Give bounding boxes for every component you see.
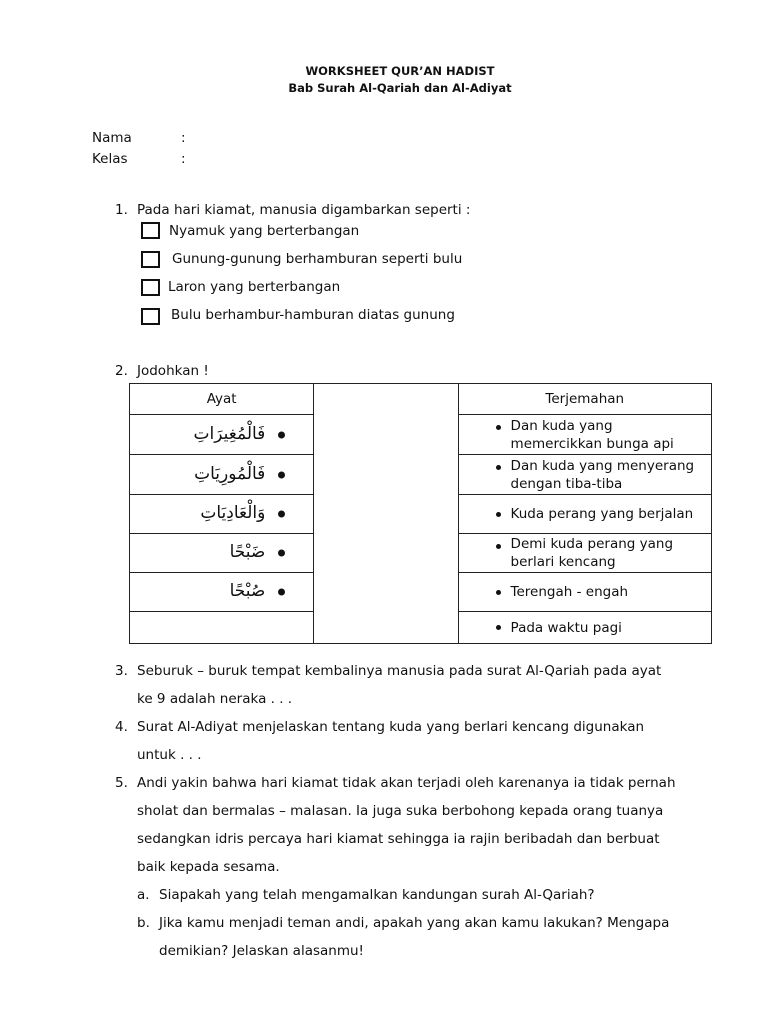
bullet-icon[interactable] [278,471,285,478]
bullet-icon[interactable] [278,431,285,438]
q5-b-label: b. [137,915,150,931]
q5-b-line-2: demikian? Jelaskan alasanmu! [159,943,364,959]
ayat-row [130,415,314,455]
q5-a-label: a. [137,887,150,903]
terjemahan-row [458,612,711,644]
q1-option-4: Bulu berhambur-hamburan diatas gunung [171,307,455,323]
terjemahan-line: memercikkan bunga api [510,435,674,452]
bullet-icon[interactable] [496,465,501,470]
kelas-colon: : [181,151,186,167]
ayat-header: Ayat [130,384,314,415]
q1-option-2: Gunung-gunung berhamburan seperti bulu [172,251,463,267]
bullet-icon[interactable] [496,425,501,430]
q5-a-text: Siapakah yang telah mengamalkan kandungan surah Al-Qariah? [159,887,595,903]
terjemahan-line: berlari kencang [510,554,616,570]
bullet-icon[interactable] [496,625,501,630]
ayat-row-empty [130,612,314,644]
q5-line-3: sedangkan idris percaya hari kiamat sehingga ia rajin beribadah dan berbuat [137,831,660,847]
terjemahan-row [458,573,711,612]
kelas-label: Kelas [92,151,128,167]
terjemahan-line: dengan tiba-tiba [510,475,623,492]
bullet-icon[interactable] [496,512,501,517]
matching-space [314,384,458,644]
ayat-text: فَالْمُغِيرَاتِ [193,423,266,444]
q5-line-1: Andi yakin bahwa hari kiamat tidak akan terjadi oleh karenanya ia tidak pernah [137,775,676,791]
ayat-row [130,573,314,612]
terjemahan-row [458,495,711,534]
q3-line-2: ke 9 adalah neraka . . . [137,691,293,707]
ayat-row [130,455,314,495]
ayat-text: ضَبْحًا [229,542,266,562]
terjemahan-row [458,455,711,495]
terjemahan-line: Dan kuda yang menyerang [510,457,695,474]
nama-colon: : [181,130,186,146]
q1-option-1: Nyamuk yang berterbangan [169,223,360,239]
bullet-icon[interactable] [496,590,501,595]
matching-table [129,383,712,644]
ayat-row [130,534,314,573]
terjemahan-line: Pada waktu pagi [510,619,622,636]
q1-option-3: Laron yang berterbangan [168,279,341,295]
q5-line-4: baik kepada sesama. [137,859,280,875]
ayat-text: صُبْحًا [229,581,266,601]
q2-number: 2. [115,363,128,379]
ayat-text: وَالْعَادِيَاتِ [200,503,266,523]
worksheet-subtitle: Bab Surah Al-Qariah dan Al-Adiyat [288,81,512,95]
terjemahan-row [458,534,711,573]
bullet-icon[interactable] [496,544,501,549]
terjemahan-line: Terengah - engah [510,584,629,600]
worksheet-title: WORKSHEET QUR’AN HADIST [305,64,495,78]
bullet-icon[interactable] [278,511,285,518]
q1-option-4-checkbox[interactable] [141,308,160,325]
q2-text: Jodohkan ! [137,363,209,379]
terjemahan-header: Terjemahan [458,384,711,415]
q4-number: 4. [115,719,128,735]
q1-option-2-checkbox[interactable] [141,251,160,268]
q3-number: 3. [115,663,128,679]
q5-number: 5. [115,775,128,791]
terjemahan-row [458,415,711,455]
q1-number: 1. [115,202,128,218]
terjemahan-line: Kuda perang yang berjalan [510,506,694,522]
q5-line-2: sholat dan bermalas – malasan. Ia juga suka berbohong kepada orang tuanya [137,803,664,819]
terjemahan-line: Demi kuda perang yang [510,536,674,552]
q1-text: Pada hari kiamat, manusia digambarkan seperti : [137,202,471,218]
ayat-row [130,495,314,534]
q3-line-1: Seburuk – buruk tempat kembalinya manusia pada surat Al-Qariah pada ayat [137,663,662,679]
q4-line-1: Surat Al-Adiyat menjelaskan tentang kuda yang berlari kencang digunakan [137,719,645,735]
ayat-text: فَالْمُورِيَاتِ [194,463,266,484]
bullet-icon[interactable] [278,550,285,557]
nama-label: Nama [92,130,132,146]
q5-b-line-1: Jika kamu menjadi teman andi, apakah yang akan kamu lakukan? Mengapa [159,915,670,931]
q4-line-2: untuk . . . [137,747,202,763]
terjemahan-line: Dan kuda yang [510,417,613,434]
q1-option-3-checkbox[interactable] [141,279,160,296]
bullet-icon[interactable] [278,589,285,596]
q1-option-1-checkbox[interactable] [141,222,160,239]
